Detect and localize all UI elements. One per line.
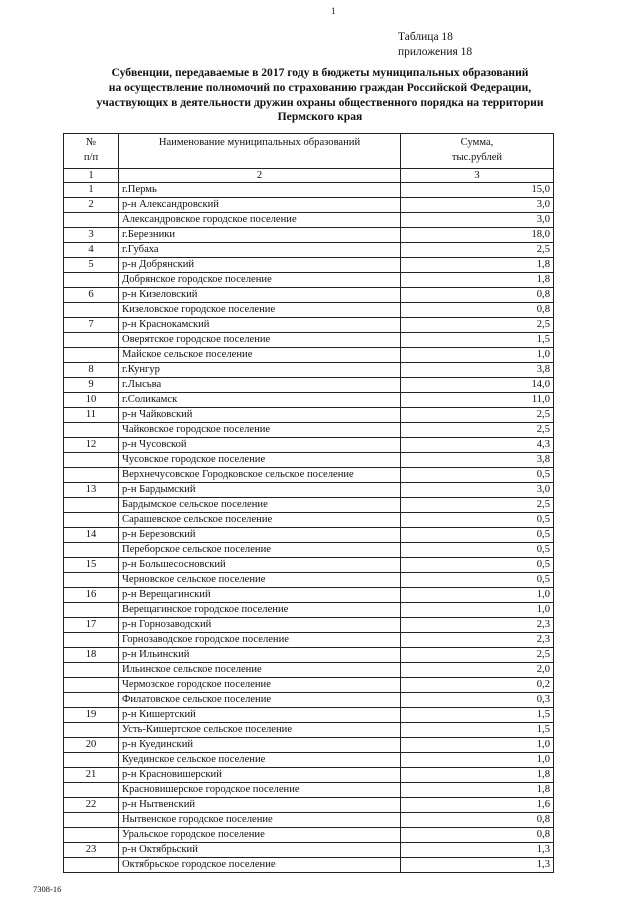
row-name: Октябрьское городское поселение <box>119 858 401 873</box>
table-row <box>64 378 554 393</box>
row-number <box>64 453 119 468</box>
row-number <box>64 693 119 708</box>
table-row <box>64 858 554 873</box>
row-name: Черновское сельское поселение <box>119 573 401 588</box>
row-name: Александровское городское поселение <box>119 213 401 228</box>
row-name: Красновишерское городское поселение <box>119 783 401 798</box>
row-number <box>64 303 119 318</box>
row-name: р-н Березовский <box>119 528 401 543</box>
row-sum: 2,3 <box>401 633 554 648</box>
table-row <box>64 513 554 528</box>
row-number <box>64 498 119 513</box>
row-number <box>64 213 119 228</box>
row-name: Чусовское городское поселение <box>119 453 401 468</box>
row-number: 18 <box>64 648 119 663</box>
row-sum: 2,5 <box>401 243 554 258</box>
row-number <box>64 633 119 648</box>
row-name: Майское сельское поселение <box>119 348 401 363</box>
row-sum: 1,8 <box>401 258 554 273</box>
table-row <box>64 198 554 213</box>
table-row <box>64 543 554 558</box>
document-title <box>55 66 585 125</box>
row-name: р-н Ильинский <box>119 648 401 663</box>
row-sum: 0,8 <box>401 288 554 303</box>
appendix-table-label: Таблица 18 <box>398 31 453 43</box>
table-row <box>64 618 554 633</box>
row-sum: 0,3 <box>401 693 554 708</box>
footer-code: 7308-16 <box>33 884 62 894</box>
row-sum: 2,0 <box>401 663 554 678</box>
row-name: г.Соликамск <box>119 393 401 408</box>
row-name: Верхнечусовское Городковское сельское поселение <box>119 468 401 483</box>
table-row <box>64 828 554 843</box>
table-row <box>64 243 554 258</box>
table-row <box>64 333 554 348</box>
row-name: Усть-Кишертское сельское поселение <box>119 723 401 738</box>
row-number <box>64 783 119 798</box>
title-line: участвующих в деятельности дружин охраны общественного порядка на территории <box>96 95 544 109</box>
row-sum: 2,5 <box>401 498 554 513</box>
row-sum: 2,3 <box>401 618 554 633</box>
header-sum-unit: тыс.рублей <box>451 152 503 163</box>
header-number-abbr: п/п <box>83 152 99 163</box>
row-number: 7 <box>64 318 119 333</box>
row-sum: 1,6 <box>401 798 554 813</box>
row-sum: 0,5 <box>401 573 554 588</box>
row-number: 20 <box>64 738 119 753</box>
row-sum: 18,0 <box>401 228 554 243</box>
row-sum: 4,3 <box>401 438 554 453</box>
row-sum: 3,8 <box>401 363 554 378</box>
row-number <box>64 663 119 678</box>
table-row <box>64 753 554 768</box>
row-sum: 2,5 <box>401 318 554 333</box>
row-number <box>64 333 119 348</box>
row-name: Куединское сельское поселение <box>119 753 401 768</box>
row-sum: 1,5 <box>401 333 554 348</box>
row-number: 12 <box>64 438 119 453</box>
row-number <box>64 753 119 768</box>
table-row <box>64 348 554 363</box>
column-number: 2 <box>119 169 401 183</box>
table-row <box>64 483 554 498</box>
table-row <box>64 213 554 228</box>
title-line: на осуществление полномочий по страхованию граждан Российской Федерации, <box>108 80 532 94</box>
row-number <box>64 513 119 528</box>
row-number: 6 <box>64 288 119 303</box>
row-name: р-н Красновишерский <box>119 768 401 783</box>
row-name: р-н Верещагинский <box>119 588 401 603</box>
header-sum <box>401 134 554 169</box>
row-number: 16 <box>64 588 119 603</box>
row-sum: 3,0 <box>401 213 554 228</box>
row-number: 23 <box>64 843 119 858</box>
row-name: р-н Нытвенский <box>119 798 401 813</box>
row-name: Верещагинское городское поселение <box>119 603 401 618</box>
row-sum: 1,3 <box>401 858 554 873</box>
row-name: Чайковское городское поселение <box>119 423 401 438</box>
row-sum: 1,8 <box>401 273 554 288</box>
row-sum: 1,8 <box>401 768 554 783</box>
row-sum: 0,2 <box>401 678 554 693</box>
row-number: 21 <box>64 768 119 783</box>
row-name: р-н Большесосновский <box>119 558 401 573</box>
table-row <box>64 573 554 588</box>
row-name: р-н Октябрьский <box>119 843 401 858</box>
row-sum: 0,5 <box>401 528 554 543</box>
table-row <box>64 588 554 603</box>
row-sum: 2,5 <box>401 408 554 423</box>
row-sum: 0,8 <box>401 813 554 828</box>
row-number: 3 <box>64 228 119 243</box>
row-name: Добрянское городское поселение <box>119 273 401 288</box>
row-name: Чермозское городское поселение <box>119 678 401 693</box>
table-row <box>64 288 554 303</box>
row-sum: 2,5 <box>401 648 554 663</box>
row-sum: 3,8 <box>401 453 554 468</box>
row-sum: 15,0 <box>401 183 554 198</box>
table-row <box>64 393 554 408</box>
row-sum: 1,0 <box>401 603 554 618</box>
row-name: Сарашевское сельское поселение <box>119 513 401 528</box>
table-row <box>64 528 554 543</box>
row-name: р-н Краснокамский <box>119 318 401 333</box>
row-name: Уральское городское поселение <box>119 828 401 843</box>
table-row <box>64 318 554 333</box>
table-header-row <box>64 134 554 169</box>
row-name: р-н Александровский <box>119 198 401 213</box>
row-number <box>64 273 119 288</box>
row-number: 22 <box>64 798 119 813</box>
row-sum: 3,0 <box>401 483 554 498</box>
table-row <box>64 723 554 738</box>
row-sum: 1,3 <box>401 843 554 858</box>
row-name: г.Губаха <box>119 243 401 258</box>
row-name: г.Пермь <box>119 183 401 198</box>
table-row <box>64 453 554 468</box>
row-name: р-н Добрянский <box>119 258 401 273</box>
table-row <box>64 423 554 438</box>
table-row <box>64 183 554 198</box>
row-name: р-н Бардымский <box>119 483 401 498</box>
appendix-reference <box>398 30 472 60</box>
row-number <box>64 543 119 558</box>
appendix-annex-label: приложения 18 <box>398 46 473 58</box>
table-row <box>64 408 554 423</box>
row-name: Кизеловское городское поселение <box>119 303 401 318</box>
header-number-symbol: № <box>85 137 97 148</box>
row-name: Горнозаводское городское поселение <box>119 633 401 648</box>
row-sum: 1,0 <box>401 588 554 603</box>
table-row <box>64 708 554 723</box>
row-name: Филатовское сельское поселение <box>119 693 401 708</box>
table-row <box>64 303 554 318</box>
table-row <box>64 678 554 693</box>
row-sum: 11,0 <box>401 393 554 408</box>
row-number: 19 <box>64 708 119 723</box>
row-number: 9 <box>64 378 119 393</box>
row-number: 11 <box>64 408 119 423</box>
row-number <box>64 813 119 828</box>
row-sum: 1,0 <box>401 753 554 768</box>
table-row <box>64 648 554 663</box>
row-name: р-н Чусовской <box>119 438 401 453</box>
title-line: Субвенции, передаваемые в 2017 году в бюджеты муниципальных образований <box>111 66 529 79</box>
table-row <box>64 498 554 513</box>
row-name: г.Лысьва <box>119 378 401 393</box>
row-number: 8 <box>64 363 119 378</box>
row-number: 13 <box>64 483 119 498</box>
row-name: р-н Кишертский <box>119 708 401 723</box>
table-row <box>64 738 554 753</box>
row-number <box>64 423 119 438</box>
header-name: Наименование муниципальных образований <box>119 134 401 169</box>
row-sum: 1,0 <box>401 348 554 363</box>
row-number <box>64 678 119 693</box>
row-name: р-н Чайковский <box>119 408 401 423</box>
subsidy-table <box>63 133 554 873</box>
row-number: 10 <box>64 393 119 408</box>
column-number: 3 <box>401 169 554 183</box>
row-sum: 0,5 <box>401 543 554 558</box>
row-number <box>64 603 119 618</box>
table-row <box>64 798 554 813</box>
title-line: Пермского края <box>277 110 363 124</box>
row-sum: 14,0 <box>401 378 554 393</box>
table-row <box>64 663 554 678</box>
row-sum: 0,8 <box>401 828 554 843</box>
table-row <box>64 843 554 858</box>
table-body <box>64 169 554 873</box>
header-number <box>64 134 119 169</box>
table-row <box>64 558 554 573</box>
table-row <box>64 768 554 783</box>
row-sum: 0,5 <box>401 513 554 528</box>
row-name: г.Березники <box>119 228 401 243</box>
row-name: Бардымское сельское поселение <box>119 498 401 513</box>
table-row <box>64 468 554 483</box>
column-number-row <box>64 169 554 183</box>
page-number: 1 <box>331 6 336 16</box>
row-number <box>64 858 119 873</box>
row-sum: 2,5 <box>401 423 554 438</box>
table-row <box>64 693 554 708</box>
row-sum: 0,5 <box>401 558 554 573</box>
table-row <box>64 813 554 828</box>
row-name: г.Кунгур <box>119 363 401 378</box>
table-row <box>64 783 554 798</box>
row-name: Нытвенское городское поселение <box>119 813 401 828</box>
table-row <box>64 273 554 288</box>
row-number <box>64 348 119 363</box>
header-sum-label: Сумма, <box>460 137 494 148</box>
row-sum: 0,8 <box>401 303 554 318</box>
table-row <box>64 603 554 618</box>
row-sum: 1,5 <box>401 708 554 723</box>
row-number: 4 <box>64 243 119 258</box>
table-row <box>64 258 554 273</box>
row-sum: 1,8 <box>401 783 554 798</box>
row-number: 14 <box>64 528 119 543</box>
table-row <box>64 438 554 453</box>
row-number <box>64 573 119 588</box>
row-name: Переборское сельское поселение <box>119 543 401 558</box>
table-row <box>64 363 554 378</box>
row-number <box>64 468 119 483</box>
row-number: 1 <box>64 183 119 198</box>
table-row <box>64 228 554 243</box>
row-name: р-н Куединский <box>119 738 401 753</box>
row-number: 17 <box>64 618 119 633</box>
row-sum: 1,0 <box>401 738 554 753</box>
row-number <box>64 828 119 843</box>
row-name: р-н Кизеловский <box>119 288 401 303</box>
row-name: Оверятское городское поселение <box>119 333 401 348</box>
row-name: р-н Горнозаводский <box>119 618 401 633</box>
column-number: 1 <box>64 169 119 183</box>
row-sum: 1,5 <box>401 723 554 738</box>
row-name: Ильинское сельское поселение <box>119 663 401 678</box>
row-sum: 3,0 <box>401 198 554 213</box>
row-number: 2 <box>64 198 119 213</box>
table-row <box>64 633 554 648</box>
row-number: 15 <box>64 558 119 573</box>
row-number <box>64 723 119 738</box>
row-sum: 0,5 <box>401 468 554 483</box>
row-number: 5 <box>64 258 119 273</box>
